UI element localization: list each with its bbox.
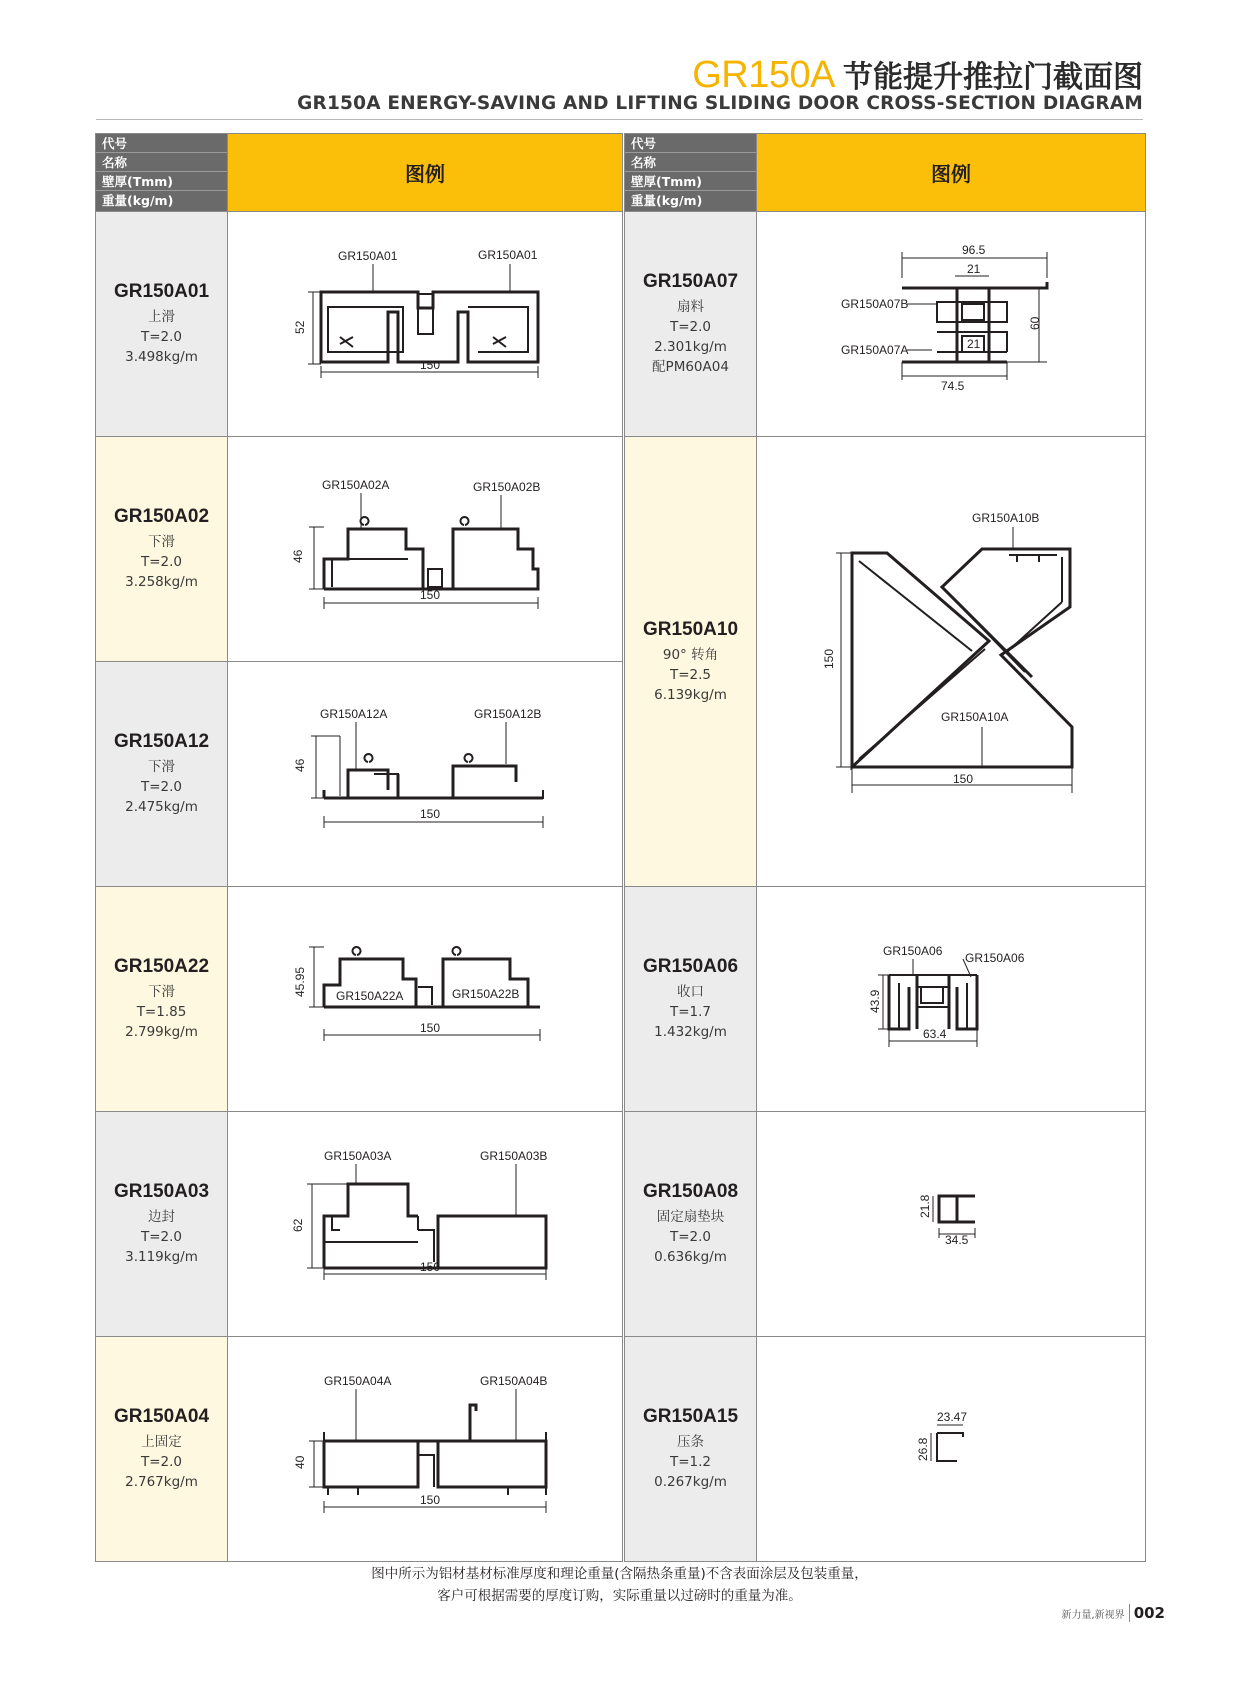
header-labels: [96, 134, 228, 211]
part-label: GR150A10A: [941, 710, 1009, 724]
profile-drawing: [757, 1337, 1145, 1561]
profile-drawing: [757, 1112, 1145, 1336]
cross-section-svg: [757, 887, 1145, 1111]
table-row: [96, 1112, 622, 1337]
table-row: [625, 1337, 1145, 1561]
page-title-row: [692, 52, 1143, 96]
profile-thickness: T=2.0: [140, 1454, 183, 1470]
profile-thickness: T=1.2: [669, 1454, 712, 1470]
cross-section-svg: [228, 1112, 622, 1336]
profile-info: [96, 1337, 228, 1561]
cross-section-svg: [757, 212, 1145, 436]
profile-info: [96, 662, 228, 886]
table-header: [96, 134, 622, 212]
profile-code: GR150A04: [113, 1406, 210, 1427]
profile-info: [96, 887, 228, 1111]
dim-label: 63.4: [923, 1027, 947, 1041]
cross-section-svg: [228, 212, 622, 436]
header-label-weight: 重量(kg/m): [631, 193, 703, 208]
profile-thickness: T=2.0: [140, 779, 183, 795]
dim-label: 21: [967, 337, 981, 351]
profile-weight: 2.301kg/m: [654, 339, 727, 355]
dim-label: 150: [420, 1021, 441, 1035]
profile-info: [96, 437, 228, 661]
profile-name: 收口: [677, 984, 704, 1000]
page-number: 002: [1129, 1604, 1165, 1622]
profile-name: 下滑: [148, 534, 175, 550]
dim-label: 52: [293, 320, 307, 334]
profile-info: [625, 1112, 757, 1336]
part-label: GR150A12A: [320, 707, 388, 721]
profile-weight: 0.636kg/m: [654, 1249, 727, 1265]
profile-weight: 2.767kg/m: [125, 1474, 198, 1490]
table-row: [625, 437, 1145, 887]
dim-label: 34.5: [945, 1233, 969, 1247]
table-row: [625, 212, 1145, 437]
part-label: GR150A01: [338, 249, 398, 263]
page-footer: [1062, 1604, 1166, 1622]
part-label: GR150A03B: [480, 1149, 548, 1163]
profile-name: 扇料: [677, 299, 704, 315]
table-row: [625, 1112, 1145, 1337]
profile-thickness: T=1.7: [669, 1004, 712, 1020]
profile-thickness: T=2.0: [140, 554, 183, 570]
profile-drawing: [228, 212, 622, 436]
header-label-weight: 重量(kg/m): [102, 193, 174, 208]
profile-code: GR150A06: [642, 956, 739, 977]
profile-extra: 配PM60A04: [652, 359, 729, 375]
dim-label: 150: [420, 1260, 441, 1274]
dim-label: 60: [1028, 316, 1042, 330]
dim-label: 150: [953, 772, 974, 786]
dim-label: 150: [420, 588, 441, 602]
profile-code: GR150A01: [113, 281, 210, 302]
part-label: GR150A02B: [473, 480, 541, 494]
right-table: [624, 133, 1146, 1562]
dim-label: 150: [822, 648, 836, 669]
profile-name: 固定扇垫块: [656, 1209, 725, 1225]
dim-label: 46: [291, 549, 305, 563]
profile-info: [625, 1337, 757, 1561]
header-label-thickness: 壁厚(Tmm): [625, 172, 756, 191]
table-row: [96, 437, 622, 662]
title-code: GR150A: [692, 54, 835, 96]
header-legend: 图例: [228, 134, 622, 211]
profile-code: GR150A15: [642, 1406, 739, 1427]
cross-section-svg: [757, 437, 1145, 886]
footer-slogan: 新力量,新视界: [1061, 1610, 1125, 1621]
profile-drawing: [757, 437, 1145, 886]
dim-label: 150: [420, 358, 441, 372]
title-cn: 节能提升推拉门截面图: [843, 60, 1143, 95]
title-rule: [96, 119, 1143, 120]
dim-label: 150: [420, 807, 441, 821]
part-label: GR150A03A: [324, 1149, 392, 1163]
profile-weight: 2.475kg/m: [125, 799, 198, 815]
profile-thickness: T=2.5: [669, 666, 712, 683]
profile-code: GR150A03: [113, 1181, 210, 1202]
dim-label: 74.5: [941, 379, 965, 393]
profile-code: GR150A02: [113, 506, 210, 527]
part-label: GR150A06: [965, 951, 1025, 965]
profile-drawing: [228, 1337, 622, 1561]
profile-drawing: [228, 887, 622, 1111]
part-label: GR150A04A: [324, 1374, 392, 1388]
profile-weight: 2.799kg/m: [125, 1024, 198, 1040]
part-label: GR150A22B: [452, 987, 520, 1001]
part-label: GR150A07A: [841, 343, 909, 357]
header-label-name: 名称: [96, 153, 227, 172]
profile-code: GR150A10: [642, 618, 739, 640]
profile-drawing: [228, 1112, 622, 1336]
cross-section-svg: [757, 1337, 1145, 1561]
part-label: GR150A07B: [841, 297, 909, 311]
profile-name: 上固定: [141, 1434, 182, 1450]
part-label: GR150A12B: [474, 707, 542, 721]
profile-code: GR150A07: [642, 271, 739, 292]
part-label: GR150A02A: [322, 478, 390, 492]
profile-thickness: T=2.0: [140, 1229, 183, 1245]
profile-drawing: [228, 437, 622, 661]
profile-thickness: T=2.0: [140, 329, 183, 345]
profile-name: 下滑: [148, 984, 175, 1000]
cross-section-svg: [228, 437, 622, 661]
table-row: [96, 212, 622, 437]
table-row: [96, 1337, 622, 1561]
dim-label: 46: [293, 758, 307, 772]
table-row: [96, 887, 622, 1112]
profile-weight: 3.498kg/m: [125, 349, 198, 365]
dim-label: 23.47: [937, 1410, 968, 1424]
dim-label: 40: [293, 1455, 307, 1469]
profile-code: GR150A12: [113, 731, 210, 752]
part-label: GR150A06: [883, 944, 943, 958]
table-row: [96, 662, 622, 887]
title-en: GR150A ENERGY-SAVING AND LIFTING SLIDING DOOR CROSS-SECTION DIAGRAM: [297, 93, 1143, 114]
header-label-name: 名称: [625, 153, 756, 172]
cross-section-svg: [228, 662, 622, 886]
left-table: [95, 133, 623, 1562]
dim-label: 21: [967, 262, 981, 276]
dim-label: 96.5: [962, 243, 986, 257]
dim-label: 26.8: [916, 1437, 930, 1461]
part-label: GR150A04B: [480, 1374, 548, 1388]
profile-drawing: [757, 212, 1145, 436]
header-label-thickness: 壁厚(Tmm): [96, 172, 227, 191]
profile-name: 上滑: [148, 309, 175, 325]
profile-code: GR150A08: [642, 1181, 739, 1202]
table-row: [625, 887, 1145, 1112]
profile-drawing: [757, 887, 1145, 1111]
profile-weight: 0.267kg/m: [654, 1474, 727, 1490]
part-label: GR150A22A: [336, 989, 404, 1003]
profile-thickness: T=1.85: [136, 1004, 187, 1020]
profile-drawing: [228, 662, 622, 886]
footnote-line: 客户可根据需要的厚度订购，实际重量以过磅时的重量为准。: [437, 1588, 802, 1604]
profile-info: [96, 1112, 228, 1336]
dim-label: 62: [291, 1218, 305, 1232]
header-legend: 图例: [757, 134, 1145, 211]
header-label-code: 代号: [625, 134, 756, 153]
cross-section-svg: [757, 1112, 1145, 1336]
profile-weight: 1.432kg/m: [654, 1024, 727, 1040]
profile-name: 下滑: [148, 759, 175, 775]
profile-info: [625, 212, 757, 436]
footnote: [0, 1563, 1239, 1607]
profile-weight: 6.139kg/m: [654, 686, 727, 703]
dim-label: 45.95: [293, 966, 307, 997]
profile-code: GR150A22: [113, 956, 210, 977]
dim-label: 150: [420, 1493, 441, 1507]
profile-name: 压条: [677, 1434, 704, 1450]
profile-name: 边封: [148, 1209, 175, 1225]
profile-info: [625, 437, 757, 886]
profile-weight: 3.119kg/m: [125, 1249, 198, 1265]
profile-info: [96, 212, 228, 436]
dim-label: 21.8: [918, 1194, 932, 1218]
header-labels: [625, 134, 757, 211]
footnote-line: 图中所示为铝材基材标准厚度和理论重量(含隔热条重量)不含表面涂层及包装重量，: [371, 1566, 868, 1582]
header-label-code: 代号: [96, 134, 227, 153]
part-label: GR150A01: [478, 248, 538, 262]
dim-label: 43.9: [868, 989, 882, 1013]
profile-weight: 3.258kg/m: [125, 574, 198, 590]
profile-name: 90° 转角: [662, 646, 719, 663]
part-label: GR150A10B: [972, 511, 1040, 525]
profile-thickness: T=2.0: [669, 1229, 712, 1245]
table-header: [625, 134, 1145, 212]
profile-info: [625, 887, 757, 1111]
profile-thickness: T=2.0: [669, 319, 712, 335]
cross-section-svg: [228, 1337, 622, 1561]
cross-section-svg: [228, 887, 622, 1111]
